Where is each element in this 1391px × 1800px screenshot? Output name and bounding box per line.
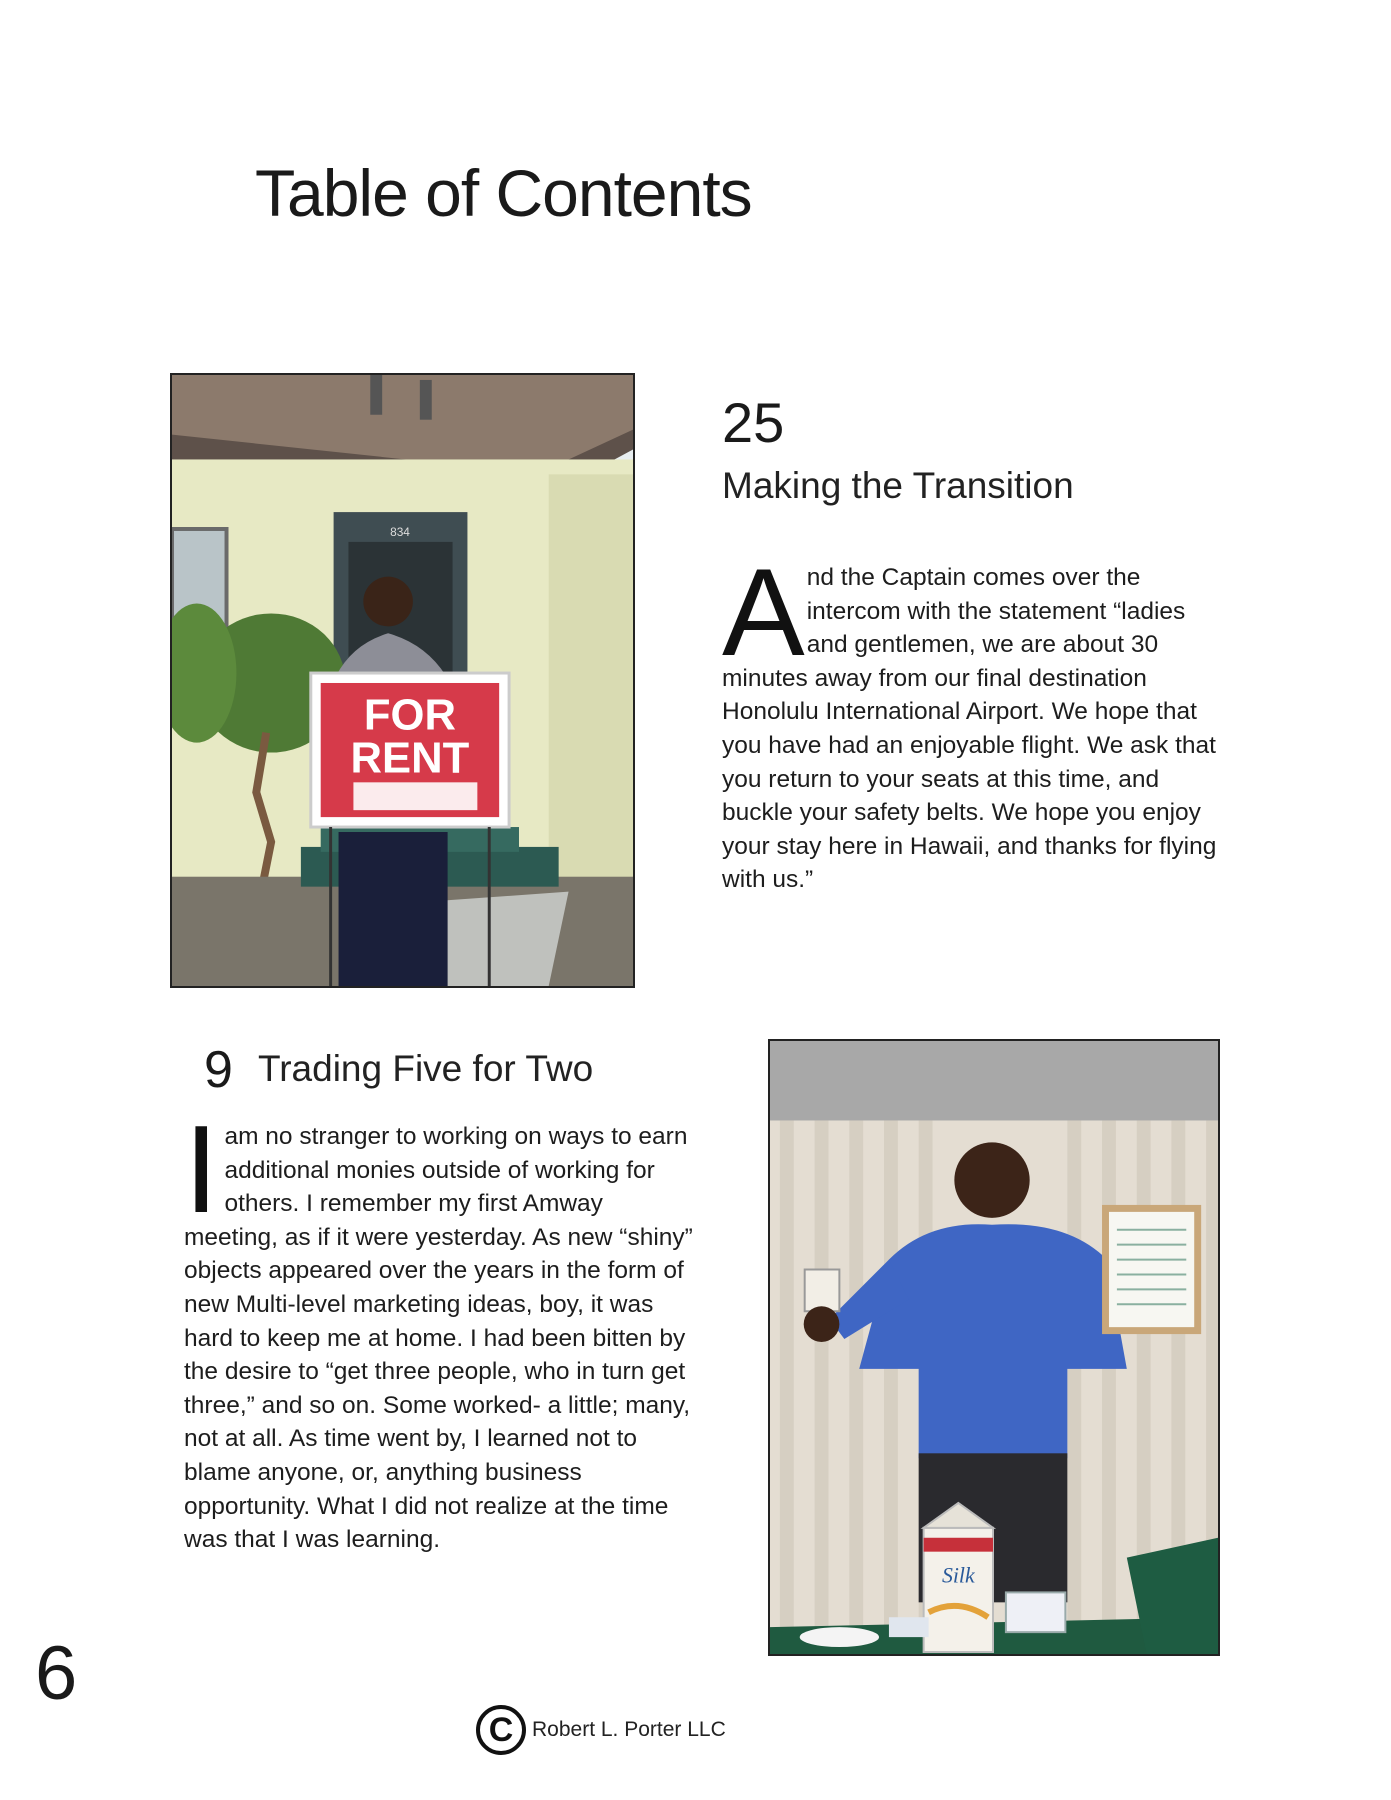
page-number: 6 — [35, 1631, 78, 1716]
for-rent-photo-illustration — [172, 375, 633, 986]
sign-text-for: FOR — [363, 690, 456, 740]
excerpt-text: nd the Captain comes over the intercom with the statement “ladies and gentlemen, we are about 30 minutes away from our final destination Honolulu International Airport. We hope that you have had an enjoyable flight. We ask that you return to your seats at this time, and buckle your safety belts. We hope you enjoy your stay here in Hawaii, and thanks for flying with us.” — [722, 564, 1217, 894]
photo-man-with-clipboard — [768, 1039, 1220, 1656]
chapter-title-making-the-transition: Making the Transition — [722, 465, 1074, 506]
chapter-number-9: 9 — [204, 1041, 233, 1099]
chapter-title-trading-five-for-two: Trading Five for Two — [258, 1048, 594, 1089]
drop-cap-a: A — [722, 544, 805, 682]
sign-text-rent: RENT — [350, 733, 470, 783]
copyright-owner: Robert L. Porter LLC — [532, 1718, 726, 1741]
chapter-excerpt-trading-five-for-two — [184, 1101, 694, 1557]
excerpt-text: am no stranger to working on ways to earn additional monies outside of working for others. I remember my first Amway meeting, as if it were yesterday. As new “shiny” objects appeared over the years in the form of new Multi-level marketing ideas, boy, it was hard to keep me at home. I had been bitten by the desire to “get three people, who in turn get three,” and so on. Some worked- a little; many, not at all. As time went by, I learned not to blame anyone, or, anything business opportunity. What I did not realize at the time was that I was learning. — [184, 1123, 693, 1554]
carton-text: Silk — [941, 1563, 975, 1588]
photo-for-rent-sign — [170, 373, 635, 988]
chapter-number-25: 25 — [722, 391, 785, 454]
drop-cap-i: I — [184, 1101, 219, 1239]
house-number: 834 — [390, 524, 410, 539]
footer-copyright — [476, 1705, 726, 1755]
copyright-icon: C — [476, 1705, 526, 1755]
page-title: Table of Contents — [255, 156, 752, 230]
clipboard-photo-illustration — [770, 1041, 1218, 1654]
chapter-excerpt-making-the-transition — [722, 544, 1232, 897]
